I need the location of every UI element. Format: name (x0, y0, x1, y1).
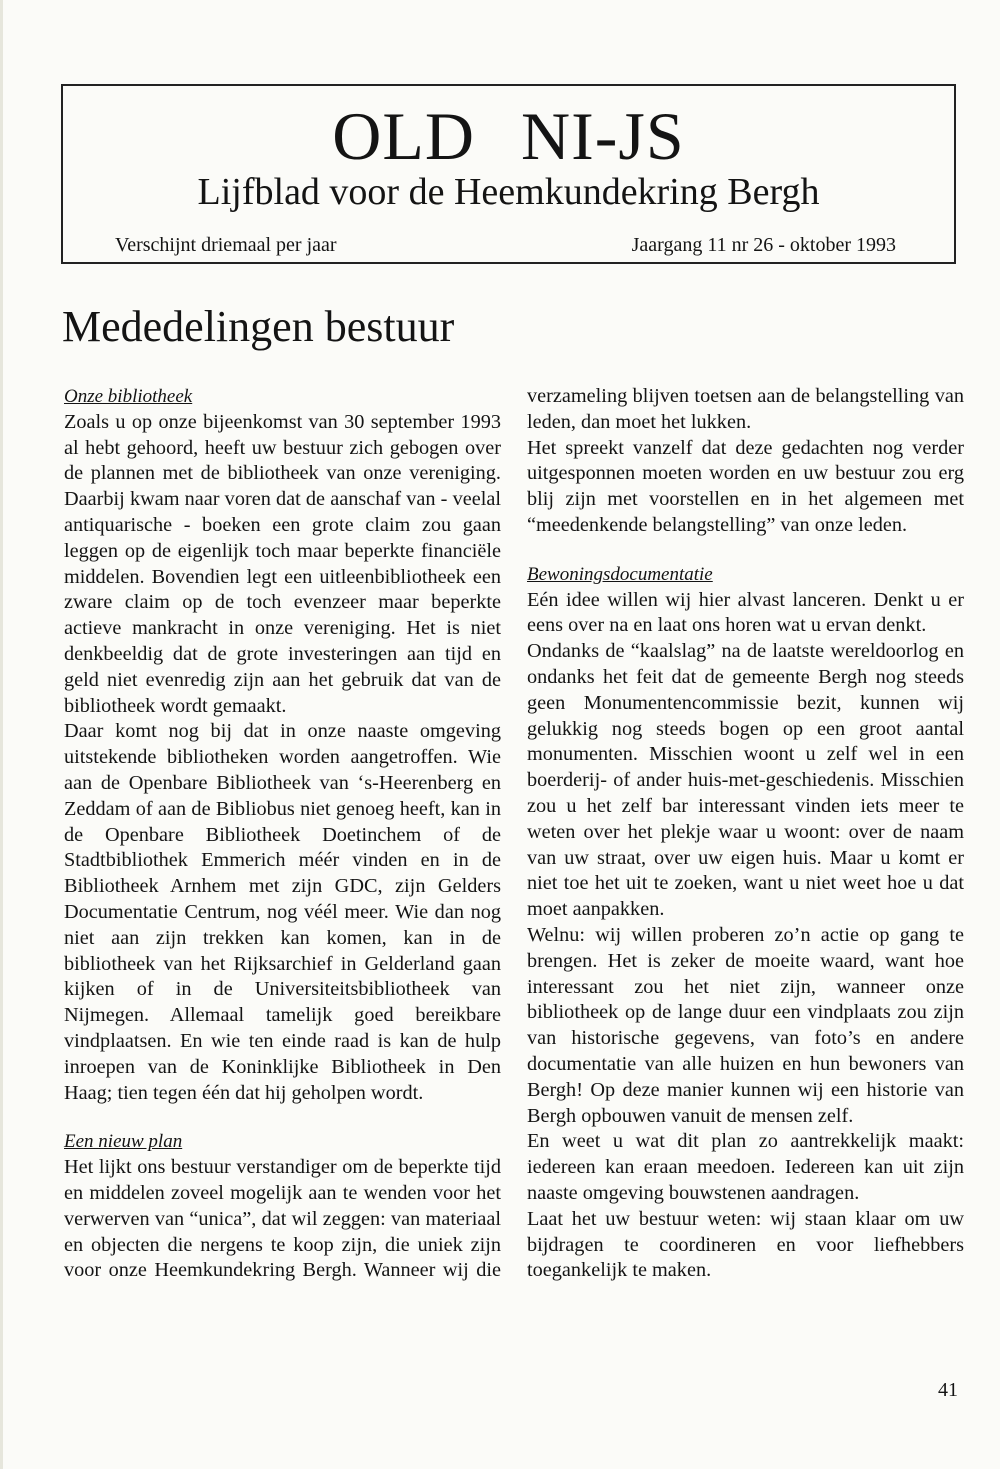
masthead (61, 84, 956, 264)
right-column (527, 384, 964, 1284)
issue-info: Jaargang 11 nr 26 - oktober 1993 (631, 234, 896, 256)
paragraph: Het lijkt ons bestuur verstandiger om de beperkte tijd en middelen zoveel mogelijk aan te wenden voor het verwerven van “unica”, dat wil zeggen: van materiaal en objecten die nergens te koop zijn, die uniek zijn voor onze Heemkundekring Bergh. Wanneer wij die (64, 1156, 501, 1282)
paragraph: Het spreekt vanzelf dat deze gedachten nog verder uitgesponnen moeten worden en uw bestuur zou erg blij zijn met voorstellen en in het algemeen met “meedenkende belangstelling” van onze leden. (527, 436, 964, 536)
page-number: 41 (938, 1379, 958, 1401)
page-edge (0, 0, 3, 1469)
paragraph: Laat het uw bestuur weten: wij staan klaar om uw bijdragen te coordineren en voor liefhebbers toegankelijk te maken. (527, 1207, 964, 1282)
paragraph: Daar komt nog bij dat in onze naaste omgeving uitstekende bibliotheken worden aangetroffen. Wie aan de Openbare Bibliotheek van ‘s-Heerenberg en Zeddam of aan de Bibliobus niet genoeg heeft, kan in de Openbare Bibliotheek Doetinchem of de Stadtbibliothek Emmerich méér vinden en in de Bibliotheek Arnhem met zijn GDC, zijn Gelders Documentatie Centrum, nog véél meer. Wie dan nog niet aan zijn trekken kan komen, kan in de bibliotheek van het Rijksarchief in Gelderland gaan kijken of in de Universiteitsbibliotheek van Nijmegen. Allemaal tamelijk goed bereikbare vindplaatsen. En wie ten einde raad is kan de hulp inroepen van de Koninklijke Bibliotheek in Den Haag; tien tegen één dat hij geholpen wordt. (64, 720, 501, 1104)
publication-subtitle: Lijfblad voor de Heemkundekring Bergh (197, 171, 820, 213)
left-column (64, 384, 501, 1284)
paragraph: Zoals u op onze bijeenkomst van 30 september 1993 al hebt gehoord, heeft uw bestuur zich gebogen over de plannen met de bibliotheek van onze vereniging. Daarbij kwam naar voren dat de aanschaf van - veelal antiquarische - boeken een grote claim zou gaan leggen op de eigenlijk toch maar beperkte financiële middelen. Bovendien legt een uitleenbibliotheek een zware claim op de toch evenzeer maar beperkte actieve mankracht in onze vereniging. Het is niet denkbeeldig dat de grote investeringen aan tijd en geld niet evenredig zijn aan het gebruik dat van de bibliotheek wordt gemaakt. (64, 410, 501, 717)
article-title: Mededelingen bestuur (62, 302, 455, 351)
section-heading: Onze bibliotheek (64, 386, 193, 407)
paragraph: En weet u wat dit plan zo aantrekkelijk maakt: iedereen kan eraan meedoen. Iedereen kan uit zijn naaste omgeving bouwstenen aandragen. (527, 1130, 964, 1204)
paragraph: Eén idee willen wij hier alvast lanceren. Denkt u er eens over na en laat ons horen wat u ervan denkt. (527, 588, 964, 637)
paragraph: Ondanks de “kaalslag” na de laatste wereldoorlog en ondanks het feit dat de gemeente Bergh nog steeds geen Monumentencommissie bezit, kunnen wij gelukkig nog steeds bogen op een groot aantal monumenten. Misschien woont u zelf wel in een boerderij- of ander huis-met-geschiedenis. Misschien zou u het zelf bar interessant vinden iets meer te weten over het plekje waar u woont: over de naam van uw straat, over uw eigen huis. Maar u komt er niet toe het uit te zoeken, want u niet weet hoe u dat moet aanpakken. (527, 640, 964, 921)
section-heading: Bewoningsdocumentatie (527, 563, 713, 585)
section-heading: Een nieuw plan (64, 1131, 183, 1153)
paragraph: Welnu: wij willen proberen zo’n actie op gang te brengen. Het is zeker de moeite waard, want hoe interessant zou het niet zijn, wanneer onze bibliotheek op de lange duur een vindplaats zou zijn van historische gegevens, van foto’s en andere documentatie van alle huizen en hun bewoners van Bergh! Op deze manier kunnen wij een historie van Bergh opbouwen vanuit de mensen zelf. (527, 923, 964, 1127)
publication-frequency: Verschijnt driemaal per jaar (115, 234, 337, 256)
publication-title: OLD NI-JS (332, 98, 685, 174)
paragraph: verzameling blijven toetsen aan de belangstelling van leden, dan moet het lukken. (527, 385, 964, 433)
